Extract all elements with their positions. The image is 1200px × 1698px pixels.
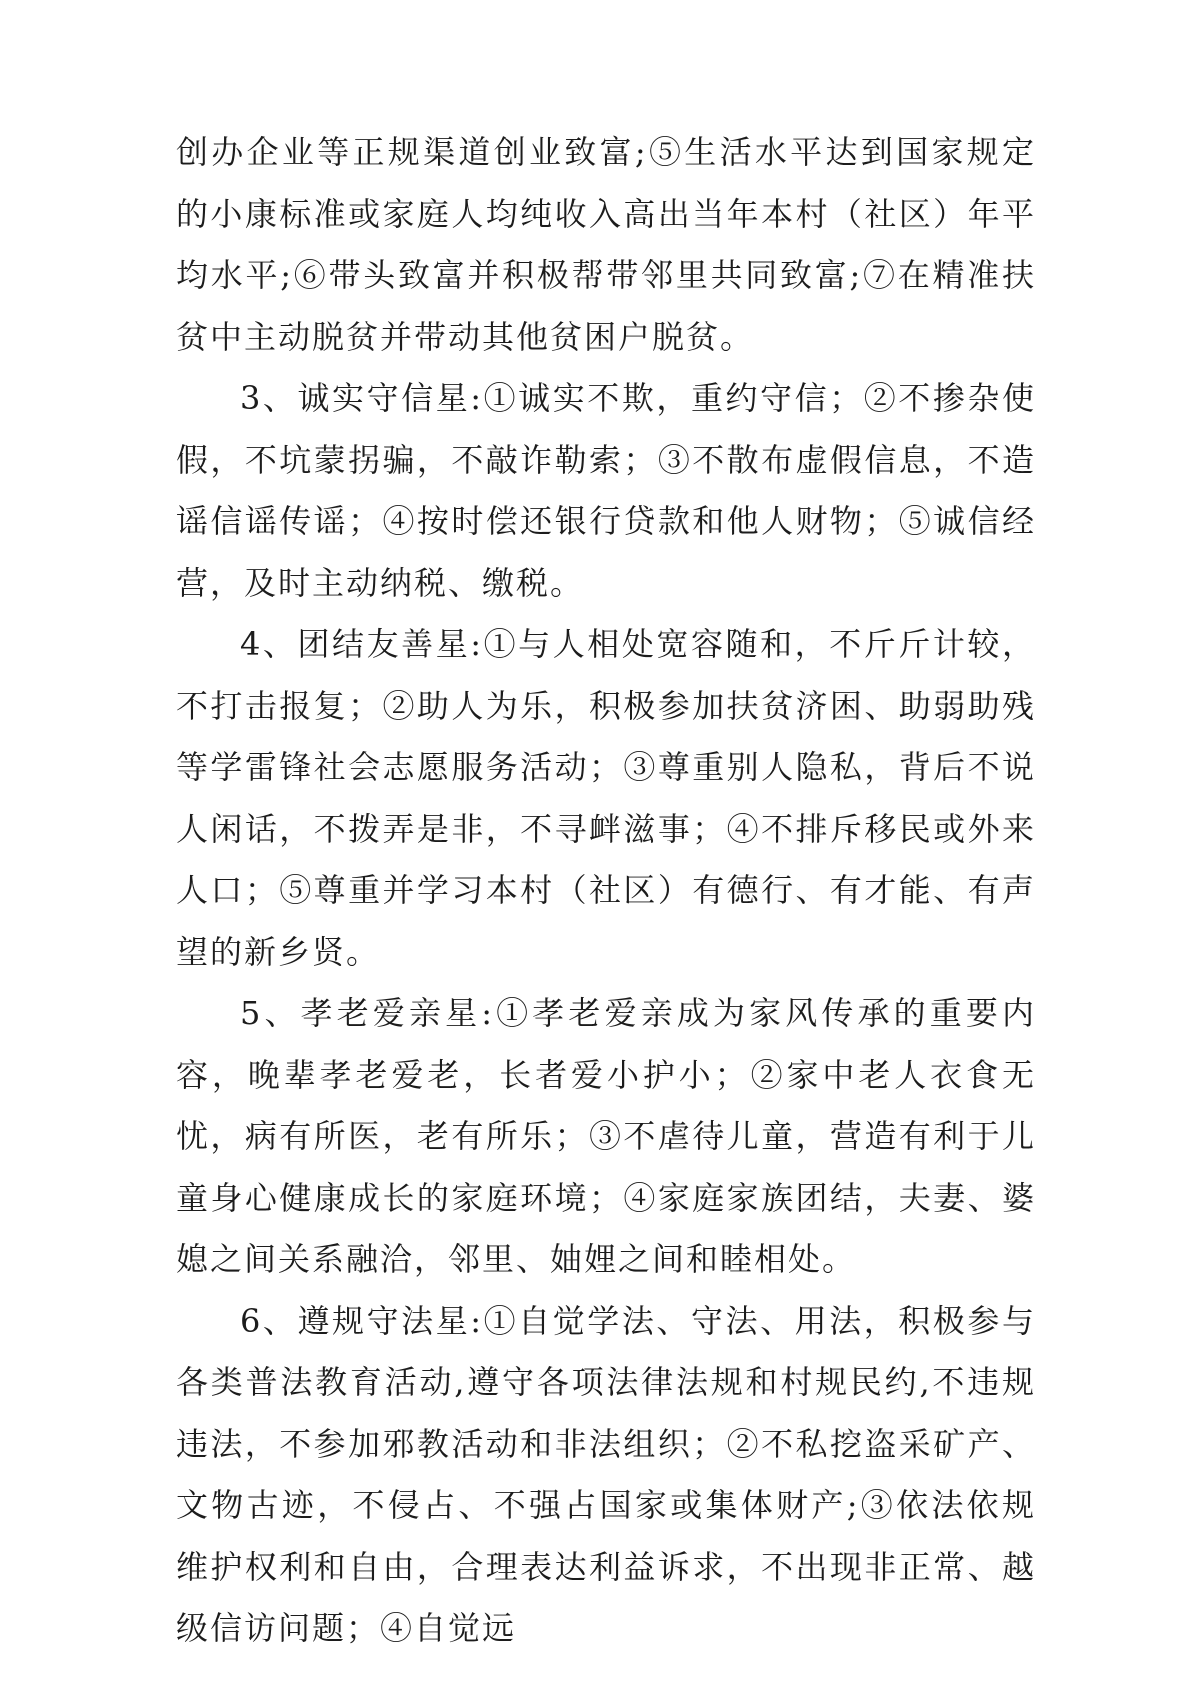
paragraph-unity-star: 4、团结友善星:①与人相处宽容随和，不斤斤计较，不打击报复；②助人为乐，积极参加扶贫济困、助弱助残等学雷锋社会志愿服务活动；③尊重别人隐私，背后不说人闲话，不拨弄是非，不寻衅滋事；④不排斥移民或外来人口；⑤尊重并学习本村（社区）有德行、有才能、有声望的新乡贤。 xyxy=(176,625,1036,971)
paragraph-law-star: 6、遵规守法星:①自觉学法、守法、用法，积极参与各类普法教育活动,遵守各项法律法规和村规民约,不违规违法，不参加邪教活动和非法组织；②不私挖盗采矿产、文物古迹，不侵占、不强占国家或集体财产;③依法依规维护权利和自由，合理表达利益诉求，不出现非正常、越级信访问题；④自觉远 xyxy=(176,1301,1036,1647)
paragraph-continuation-rich: 创办企业等正规渠道创业致富;⑤生活水平达到国家规定的小康标准或家庭人均纯收入高出当年本村（社区）年平均水平;⑥带头致富并积极帮带邻里共同致富;⑦在精准扶贫中主动脱贫并带动其他贫困户脱贫。 xyxy=(176,133,1036,356)
paragraph-honest-star: 3、诚实守信星:①诚实不欺，重约守信；②不掺杂使假，不坑蒙拐骗，不敲诈勒索；③不散布虚假信息，不造谣信谣传谣；④按时偿还银行贷款和他人财物；⑤诚信经营，及时主动纳税、缴税。 xyxy=(176,379,1036,602)
paragraph-filial-star: 5、孝老爱亲星:①孝老爱亲成为家风传承的重要内容，晚辈孝老爱老，长者爱小护小；②家中老人衣食无忧，病有所医，老有所乐；③不虐待儿童，营造有利于儿童身心健康成长的家庭环境；④家庭家族团结，夫妻、婆媳之间关系融洽，邻里、妯娌之间和睦相处。 xyxy=(176,994,1036,1278)
document-body xyxy=(176,122,1036,1660)
